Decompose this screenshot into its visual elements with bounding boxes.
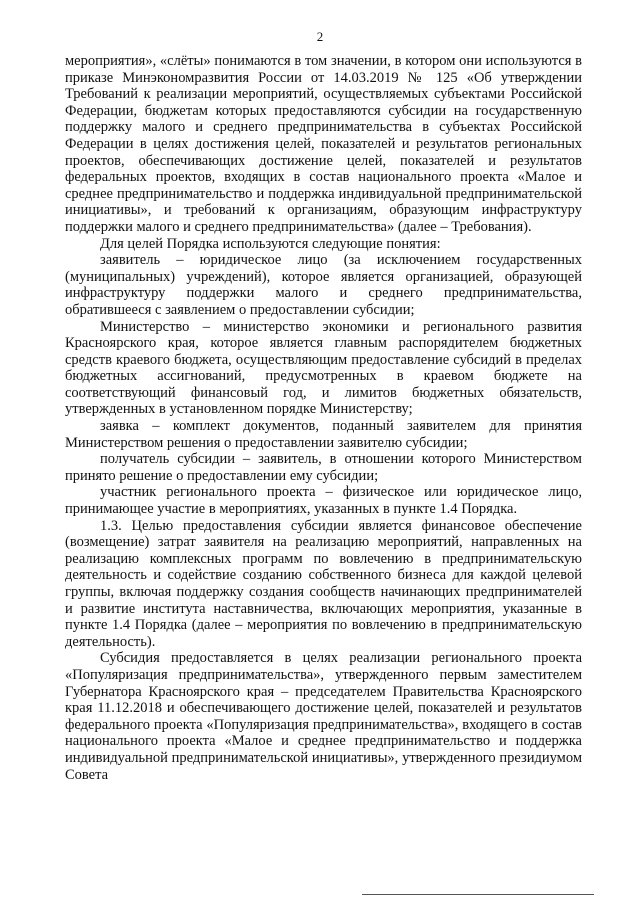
page-bottom-rule (362, 894, 594, 895)
paragraph-requirements-definition: мероприятия», «слёты» понимаются в том значении, в котором они используются в приказе Минэкономразвития России от 14.03.2019 № 125 «Об утверждении Требований к реализации мероприятий, осуществляемых субъектами Российской Федерации, бюджетам которых предоставляются субсидии на государственную поддержку малого и среднего предпринимательства в субъектах Российской Федерации в целях достижения целей, показателей и результатов региональных проектов, обеспечивающих достижение целей, показателей и результатов федеральных проектов, входящих в состав национального проекта «Малое и среднее предпринимательство и поддержка индивидуальной предпринимательской инициативы», и требований к организациям, образующим инфраструктуру поддержки малого и среднего предпринимательства» (далее – Требования). (65, 53, 582, 235)
paragraph-ministry-definition: Министерство – министерство экономики и регионального развития Красноярского края, которое является главным распорядителем бюджетных средств краевого бюджета, осуществляющим предоставление субсидий в пределах бюджетных ассигнований, предусмотренных в краевом бюджете на соответствующий финансовый год, и лимитов бюджетных обязательств, утвержденных в установленном порядке Министерству; (65, 318, 582, 418)
document-body (65, 53, 582, 783)
paragraph-applicant-definition: заявитель – юридическое лицо (за исключением государственных (муниципальных) учреждений), которое является организацией, образующей инфраструктуру поддержки малого и среднего предпринимательства, обратившееся с заявлением о предоставлении субсидии; (65, 252, 582, 318)
paragraph-section-1-3: 1.3. Целью предоставления субсидии является финансовое обеспечение (возмещение) затрат заявителя на реализацию мероприятий, направленных на реализацию комплексных программ по вовлечению в предпринимательскую деятельность и содействие созданию собственного бизнеса для каждой целевой группы, включая поддержку создания сообществ начинающих предпринимателей и развитие института наставничества, включающих мероприятия, указанные в пункте 1.4 Порядка (далее – мероприятия по вовлечению в предпринимательскую деятельность). (65, 517, 582, 650)
paragraph-participant-definition: участник регионального проекта – физическое или юридическое лицо, принимающее участие в мероприятиях, указанных в пункте 1.4 Порядка. (65, 484, 582, 518)
page-number: 2 (316, 29, 324, 44)
paragraph-terms-intro: Для целей Порядка используются следующие понятия: (100, 235, 441, 252)
paragraph-subsidy-purpose: Субсидия предоставляется в целях реализации регионального проекта «Популяризация предпринимательства», утвержденного первым заместителем Губернатора Красноярского края – председателем Правительства Красноярского края 11.12.2018 и обеспечивающего достижение целей, показателей и результатов федерального проекта «Популяризация предпринимательства», входящего в состав национального проекта «Малое и среднее предпринимательство и поддержка индивидуальной предпринимательской инициативы», утвержденного президиумом Совета (65, 650, 582, 783)
paragraph-recipient-definition: получатель субсидии – заявитель, в отношении которого Министерством принято решение о предоставлении ему субсидии; (65, 451, 582, 484)
paragraph-application-definition: заявка – комплект документов, поданный заявителем для принятия Министерством решения о предоставлении заявителю субсидии; (65, 418, 582, 451)
